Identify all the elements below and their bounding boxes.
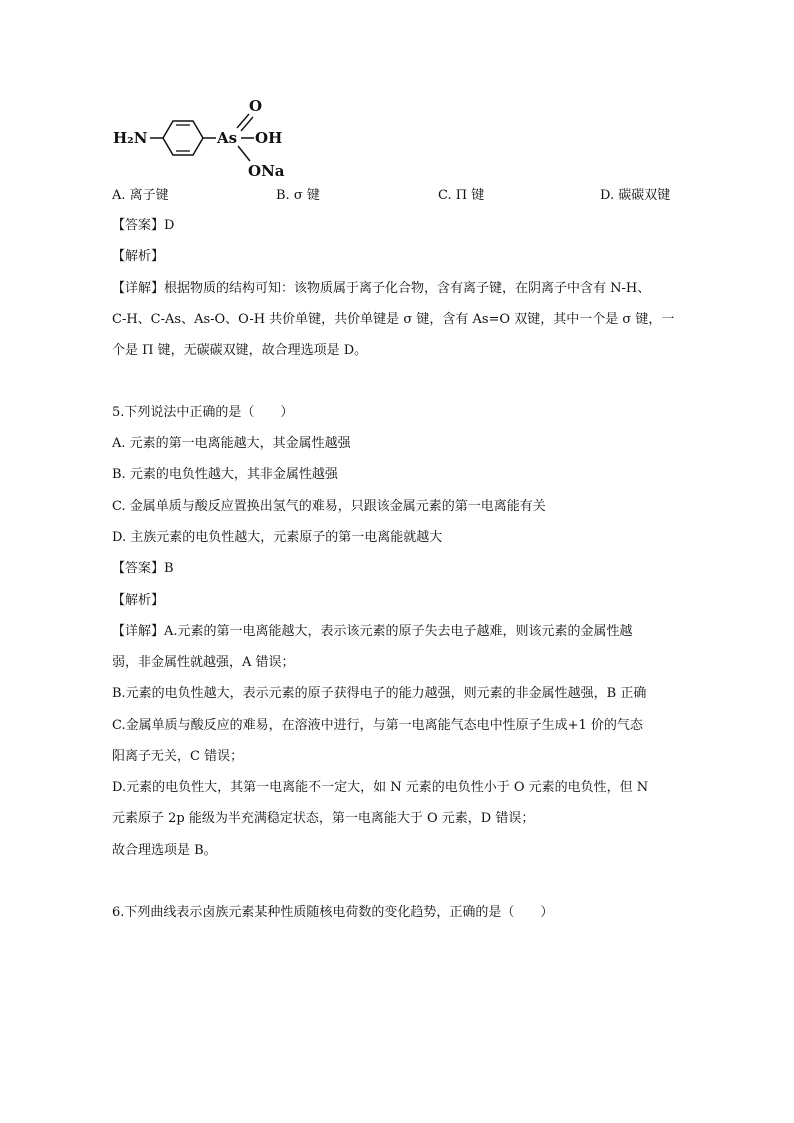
molecule-structure [110,95,310,185]
q5-answer: 【答案】B [112,561,174,576]
q5-stem: 5.下列说法中正确的是（ ） [112,405,294,420]
q5-detail-line-2: 弱，非金属性就越强，A 错误； [112,655,295,670]
as-o-double-bond-1 [237,114,249,128]
oh-label: OH [255,129,283,147]
q4-detail-line-3: 个是 Π 键，无碳碳双键，故合理选项是 D。 [112,343,368,358]
q4-option-d: D. 碳碳双键 [600,188,671,203]
ona-label: ONa [248,162,285,180]
q4-option-a: A. 离子键 [112,188,169,203]
as-label: As [217,129,238,147]
q5-option-c: C. 金属单质与酸反应置换出氢气的难易，只跟该金属元素的第一电离能有关 [112,499,546,514]
as-o-double-bond-2 [241,117,253,131]
as-ona-bond [238,146,250,161]
q5-detail-line-7: 元素原子 2p 能级为半充满稳定状态，第一电离能大于 O 元素，D 错误； [112,811,535,826]
q5-detail-line-8: 故合理选项是 B。 [112,843,217,858]
q5-analysis-label: 【解析】 [112,593,165,608]
q6-stem: 6.下列曲线表示卤族元素某种性质随核电荷数的变化趋势，正确的是（ ） [112,905,554,920]
q5-detail-line-5: 阳离子无关，C 错误； [112,749,244,764]
h2n-label: H₂N [113,129,148,147]
o-label: O [249,97,263,115]
q5-detail-line-3: B.元素的电负性越大，表示元素的原子获得电子的能力越强，则元素的非金属性越强，B 正确 [112,686,647,701]
q4-analysis-label: 【解析】 [112,249,165,264]
q5-detail-line-6: D.元素的电负性大，其第一电离能不一定大，如 N 元素的电负性小于 O 元素的电负性，但 N [112,780,649,795]
q5-detail-line-1: 【详解】A.元素的第一电离能越大，表示该元素的原子失去电子越难，则该元素的金属性越 [112,624,633,639]
q5-option-a: A. 元素的第一电离能越大，其金属性越强 [112,436,351,451]
q4-detail-line-2: C-H、C-As、As-O、O-H 共价单键，共价单键是 σ 键，含有 As=O 双键，其中一个是 σ 键，一 [112,312,675,327]
q4-option-c: C. Π 键 [438,188,485,203]
q5-option-d: D. 主族元素的电负性越大，元素原子的第一电离能就越大 [112,530,443,545]
q4-answer: 【答案】D [112,218,175,233]
q4-option-b: B. σ 键 [276,188,320,203]
q5-detail-line-4: C.金属单质与酸反应的难易，在溶液中进行，与第一电离能气态电中性原子生成+1 价的气态 [112,718,643,733]
benzene-ring [163,121,203,155]
q4-detail-line-1: 【详解】根据物质的结构可知：该物质属于离子化合物，含有离子键，在阴离子中含有 N-H、 [112,281,651,296]
q5-option-b: B. 元素的电负性越大，其非金属性越强 [112,467,338,482]
